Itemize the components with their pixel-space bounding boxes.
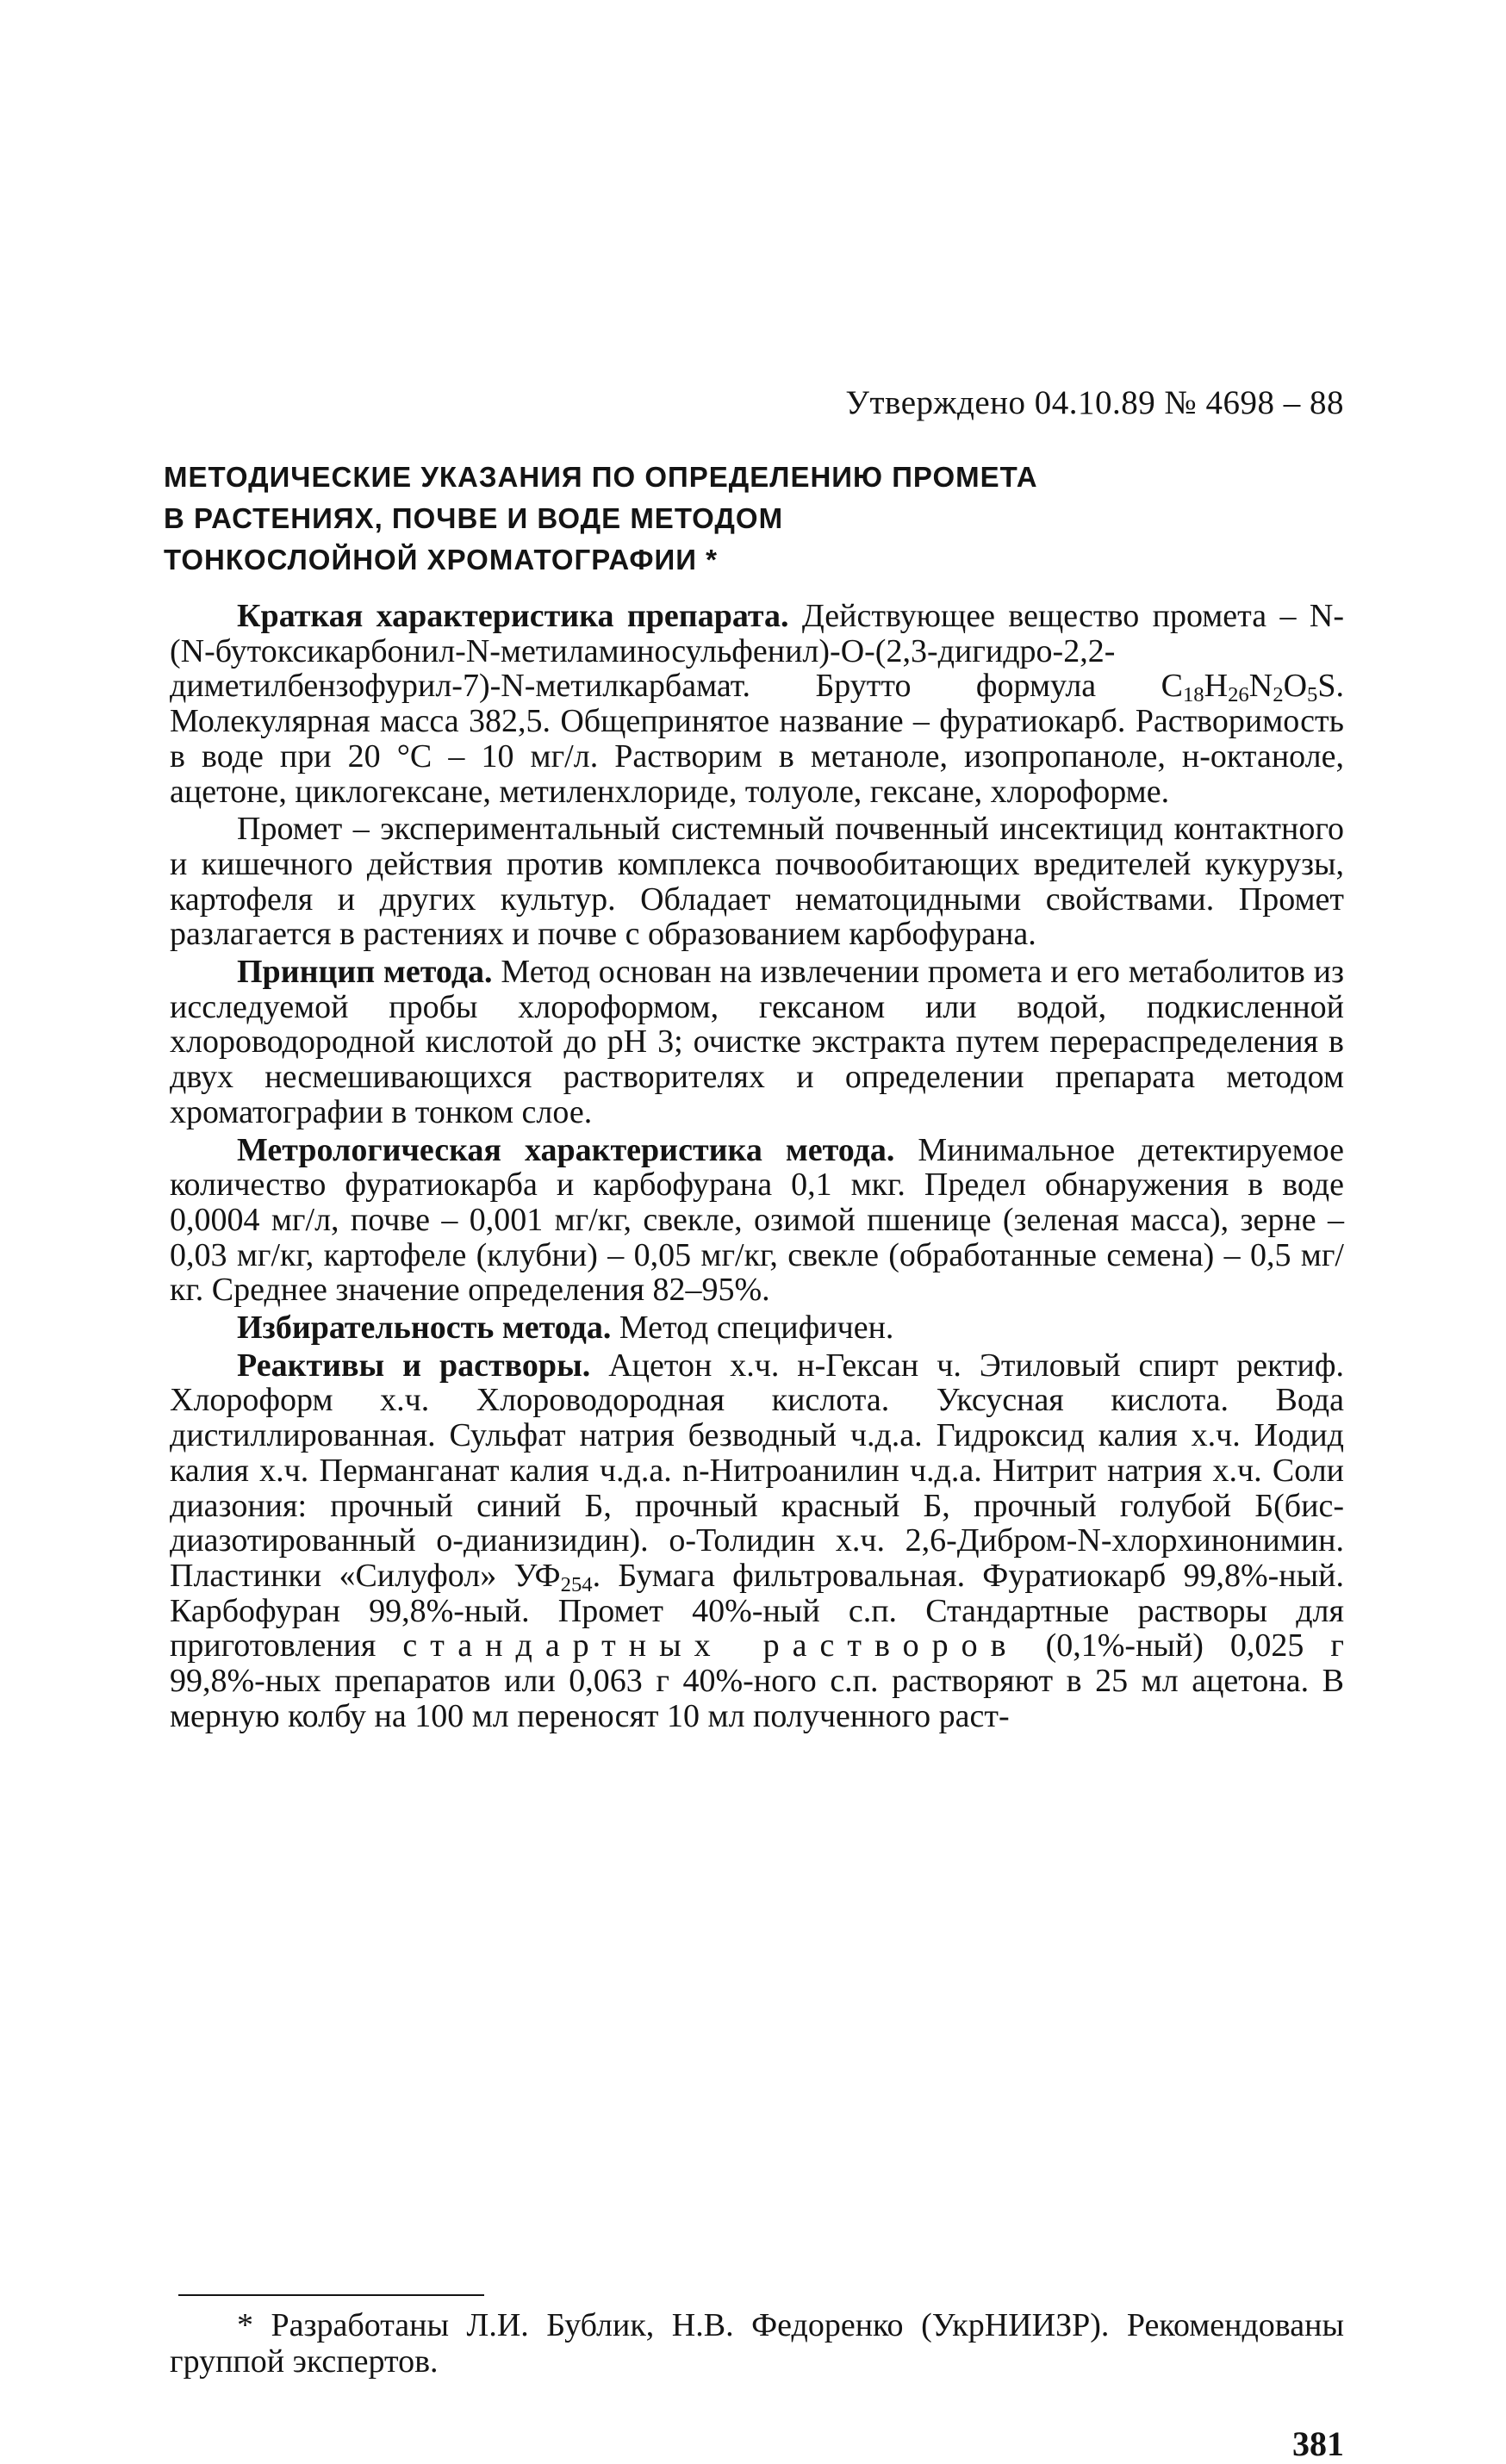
document-body [170, 599, 1344, 1737]
paragraph-selectivity [170, 1310, 1344, 1346]
title-line-2: В РАСТЕНИЯХ, ПОЧВЕ И ВОДЕ МЕТОДОМ [164, 502, 784, 534]
paragraph-principle [170, 955, 1344, 1130]
formula-h-count: 26 [1228, 683, 1249, 707]
reagents-spaced-text: стандартных растворов [402, 1627, 1019, 1664]
formula-h: H [1204, 668, 1229, 705]
heading-principle: Принцип метода. [237, 954, 493, 991]
characteristics-text-b: . Молекулярная масса 382,5. Общепринятое название – фуратиокарб. Растворимость в воде при 20 °С – 10 мг/л. Растворим в метаноле, изопропаноле, н-октаноле, ацетоне, циклогексане, метиленхлориде, толуоле, гексане, хлороформе. [170, 668, 1344, 810]
title-line-3: ТОНКОСЛОЙНОЙ ХРОМАТОГРАФИИ * [164, 544, 718, 576]
paragraph-characteristics [170, 599, 1344, 809]
characteristics-text-a: Действующее вещество промета – N-(N-бутоксикарбонил-N-метиламиносульфенил)-O-(2,3-дигидро-2,2-диметилбензофурил-7)-N-метилкарбамат. Брутто формула [170, 598, 1344, 705]
reagents-text-b: . Бумага фильтровальная. Фуратиокарб 99,8%-ный. Карбофуран 99,8%-ный. Промет 40%-ный с.п. Стандартные растворы для приготовления [170, 1557, 1344, 1664]
footnote [170, 2307, 1344, 2380]
formula-c-count: 18 [1182, 683, 1204, 707]
heading-selectivity: Избирательность метода. [237, 1310, 612, 1347]
formula-o-count: 5 [1307, 683, 1318, 707]
principle-text: Метод основан на извлечении промета и его метаболитов из исследуемой пробы хлороформом, гексаном или водой, подкисленной хлороводородной кислотой до pH 3; очистке экстракта путем перераспределения в двух несмешивающихся растворителях и определении препарата методом хроматографии в тонком слое. [170, 954, 1344, 1130]
heading-reagents: Реактивы и растворы. [237, 1347, 591, 1384]
metrology-text: Минимальное детектируемое количество фуратиокарба и карбофурана 0,1 мкг. Предел обнаружения в воде 0,0004 мг/л, почве – 0,001 мг/кг, свекле, озимой пшенице (зеленая масса), зерне – 0,03 мг/кг, картофеле (клубни) – 0,05 мг/кг, свекле (обработанные семена) – 0,5 мг/кг. Среднее значение определения 82–95%. [170, 1131, 1344, 1309]
formula-c: C [1161, 668, 1183, 705]
selectivity-text: Метод специфичен. [611, 1310, 894, 1347]
document-title [164, 457, 1198, 581]
footnote-divider [178, 2294, 484, 2296]
reagents-uf-subscript: 254 [560, 1573, 593, 1597]
heading-characteristics: Краткая характеристика препарата. [237, 598, 789, 634]
chemical-formula [1161, 668, 1336, 707]
approval-line: Утверждено 04.10.89 № 4698 – 88 [845, 384, 1344, 421]
footnote-text: * Разработаны Л.И. Бублик, Н.В. Федоренко (УкрНИИЗР). Рекомендованы группой экспертов. [170, 2307, 1344, 2380]
heading-metrology: Метрологическая характеристика метода. [237, 1131, 895, 1168]
page-number: 381 [1292, 2424, 1344, 2463]
title-line-1: МЕТОДИЧЕСКИЕ УКАЗАНИЯ ПО ОПРЕДЕЛЕНИЮ ПРОМЕТА [164, 461, 1038, 493]
paragraph-description: Промет – экспериментальный системный почвенный инсектицид контактного и кишечного действия против комплекса почвообитающих вредителей кукурузы, картофеля и других культур. Обладает нематоцидными свойствами. Промет разлагается в растениях и почве с образованием карбофурана. [170, 811, 1344, 953]
formula-s: S [1317, 668, 1336, 705]
formula-n-count: 2 [1273, 683, 1284, 707]
reagents-text-c: (0,1%-ный) 0,025 г 99,8%-ных препаратов или 0,063 г 40%-ного с.п. растворяют в 25 мл ацетона. В мерную колбу на 100 мл переносят 10 мл полученного раст- [170, 1627, 1345, 1734]
paragraph-metrology [170, 1133, 1344, 1309]
paragraph-reagents [170, 1348, 1344, 1734]
formula-o: O [1283, 668, 1308, 705]
reagents-text-a: Ацетон х.ч. н-Гексан ч. Этиловый спирт ректиф. Хлороформ х.ч. Хлороводородная кислота. Уксусная кислота. Вода дистиллированная. Сульфат натрия безводный ч.д.а. Гидроксид калия х.ч. Иодид калия х.ч. Перманганат калия ч.д.а. n-Нитроанилин ч.д.а. Нитрит натрия х.ч. Соли диазония: прочный синий Б, прочный красный Б, прочный голубой Б(бис-диазотированный о-дианизидин). о-Толидин х.ч. 2,6-Дибром-N-хлорхинонимин. Пластинки «Силуфол» УФ [170, 1347, 1344, 1594]
formula-n: N [1248, 668, 1273, 705]
